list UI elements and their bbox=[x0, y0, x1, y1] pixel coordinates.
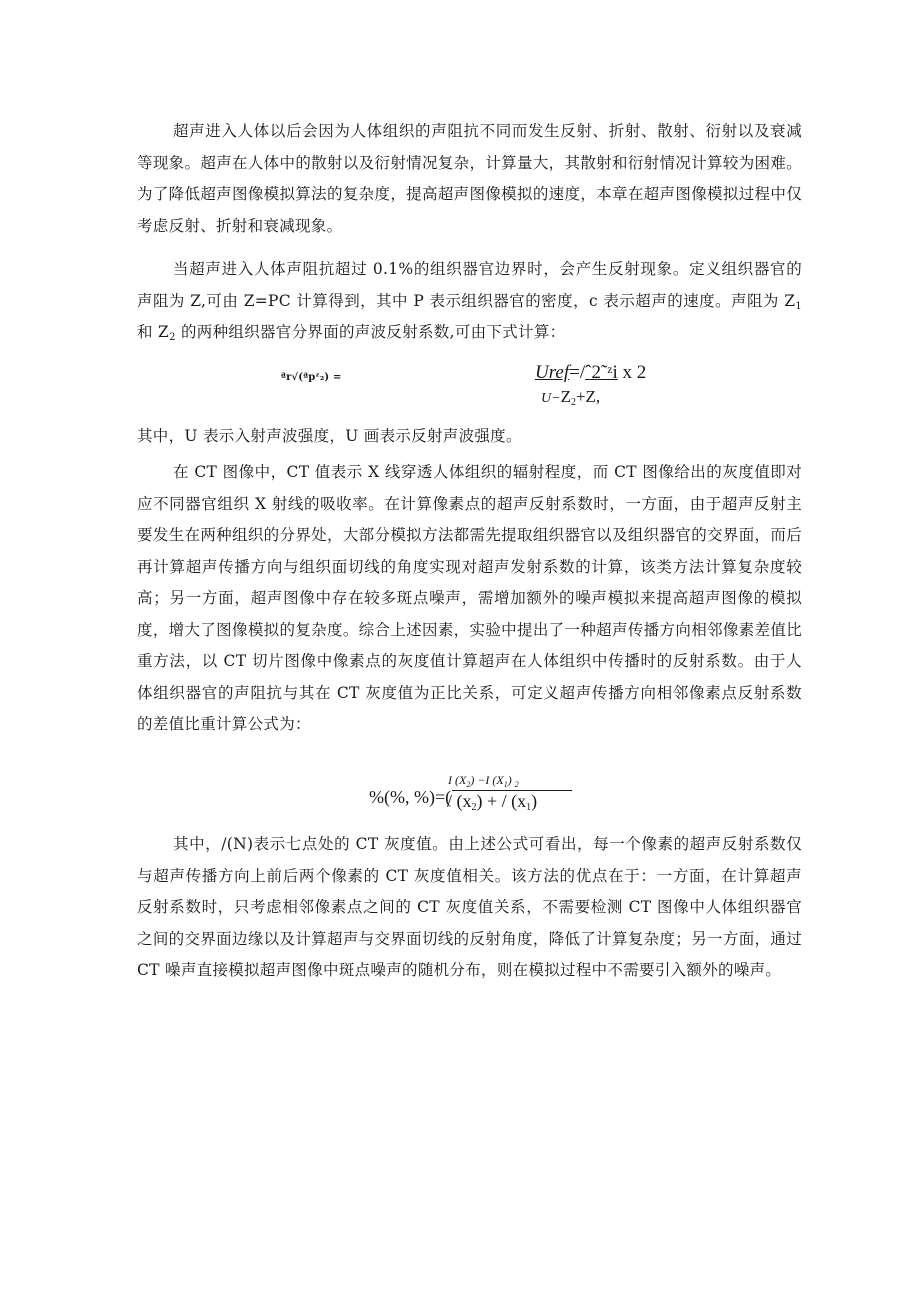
formula2-num-sub1: 2 bbox=[466, 780, 471, 789]
p2-subscript-2: 2 bbox=[169, 332, 176, 343]
formula1-den-u: U− bbox=[541, 391, 561, 406]
formula1-den-z: Z bbox=[560, 387, 571, 406]
formula2-num-c: ) bbox=[507, 773, 515, 787]
formula2-num-sub3: 2 bbox=[514, 780, 519, 789]
formula2-den-sub2: 1 bbox=[526, 802, 532, 813]
formula1-eq: =/ bbox=[569, 362, 586, 383]
formula1-den-rest: +Z, bbox=[575, 387, 601, 406]
formula1-uref: Uref bbox=[535, 362, 570, 383]
paragraph-formula-explanation: 其中，U 表示入射声波强度，U 画表示反射声波强度。 bbox=[137, 427, 522, 445]
formula2-den-a: / (x bbox=[447, 791, 472, 811]
formula2-den-b: ) + / (x bbox=[476, 791, 527, 811]
p2-text-c: 的两种组织器官分界面的声波反射系数,可由下式计算： bbox=[175, 323, 566, 341]
paragraph-reflection-intro: 超声进入人体以后会因为人体组织的声阻抗不同而发生反射、折射、散射、衍射以及衰减等现象。超声在人体中的散射以及衍射情况复杂，计算量大，其散射和衍射情况计算较为困难。为了降低超声图像模拟算法的复杂度，提高超声图像模拟的速度，本章在超声图像模拟过程中仅考虑反射、折射和衰减现象。 bbox=[137, 122, 802, 235]
formula2-num-b: ) −I (X bbox=[470, 773, 504, 787]
formula1-den-sub: 2 bbox=[570, 397, 576, 408]
paragraph-method-advantages: 其中，/(N)表示七点处的 CT 灰度值。由上述公式可看出，每一个像素的超声反射系数仅与超声传播方向上前后两个像素的 CT 灰度值相关。该方法的优点在于：一方面，在计算超声反射系数时，只考虑相邻像素点之间的 CT 灰度值关系，不需要检测 CT 图像中人体组织器官之间的交界面边缘以及计算超声与交界面切线的反射角度，降低了计算复杂度；另一方面，通过 CT 噪声直接模拟超声图像中斑点噪声的随机分布，则在模拟过程中不需要引入额外的噪声。 bbox=[137, 835, 802, 979]
paragraph-acoustic-impedance bbox=[137, 254, 802, 349]
formula1-denominator bbox=[541, 387, 600, 407]
p2-text-b: 和 Z bbox=[137, 323, 170, 341]
formula1-num-term: ˆ2˜ᶻi bbox=[585, 362, 618, 383]
formula2-numerator bbox=[448, 773, 519, 788]
formula1-left-side: ªr√(ªpᶻ₂) = bbox=[281, 372, 342, 383]
formula2-num-a: I (X bbox=[448, 773, 467, 787]
formula2-num-sub2: 1 bbox=[503, 780, 508, 789]
p2-text-a: 当超声进入人体声阻抗超过 0.1%的组织器官边界时，会产生反射现象。定义组织器官的声阻为 Z,可由 Z=PC 计算得到，其中 P 表示组织器官的密度，c 表示超声的速度。声阻为 Z bbox=[137, 260, 802, 310]
formula1-times: x 2 bbox=[617, 362, 647, 383]
formula2-den-sub1: 2 bbox=[471, 802, 477, 813]
formula2-left-side: %(%, %)=( bbox=[369, 787, 452, 807]
p2-subscript-1: 1 bbox=[795, 300, 802, 312]
formula1-numerator bbox=[535, 362, 646, 384]
formula2-denominator bbox=[447, 791, 537, 812]
paragraph-ct-method: 在 CT 图像中，CT 值表示 X 线穿透人体组织的辐射程度，而 CT 图像给出的灰度值即对应不同器官组织 X 射线的吸收率。在计算像素点的超声反射系数时，一方面，由于超声反射主要发生在两种组织的分界处，大部分模拟方法都需先提取组织器官以及组织器官的交界面，而后再计算超声传播方向与组织面切线的角度实现对超声发射系数的计算，该类方法计算复杂度较高；另一方面，超声图像中存在较多斑点噪声，需增加额外的噪声模拟来提高超声图像的模拟度，增大了图像模拟的复杂度。综合上述因素，实验中提出了一种超声传播方向相邻像素差值比重方法，以 CT 切片图像中像素点的灰度值计算超声在人体组织中传播时的反射系数。由于人体组织器官的声阻抗与其在 CT 灰度值为正比关系，可定义超声传播方向相邻像素点反射系数的差值比重计算公式为： bbox=[137, 463, 802, 733]
formula2-den-c: ) bbox=[531, 791, 538, 811]
